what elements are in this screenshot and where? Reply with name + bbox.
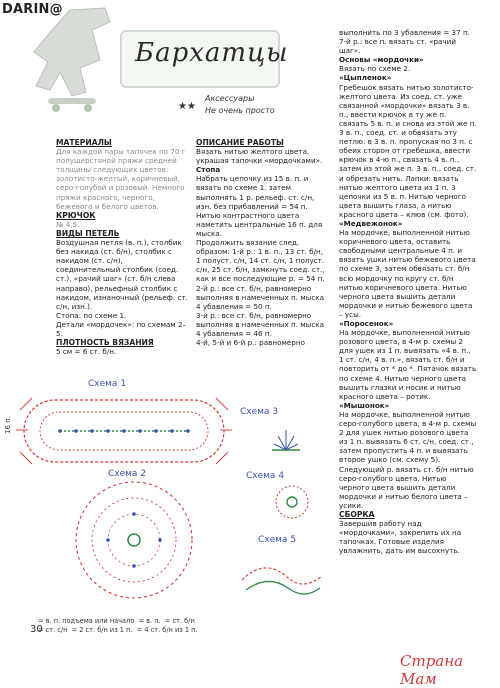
legend-dc: = ст. с/н — [38, 625, 68, 634]
stopa-heading: Стопа — [196, 165, 221, 175]
osn-heading: Основы «мордочки» — [339, 55, 424, 65]
assembly-text: Завершив работу над «мордочками», закрепить их на тапочках. Готовые изделия увлажнить, дать им высохнуть. — [339, 519, 462, 556]
category-label: Аксессуары — [205, 94, 255, 103]
legend-sc: = ст. б/н — [164, 617, 195, 625]
watermark-bottom: Страна Мам — [400, 652, 464, 688]
legend-chain: = в. п. — [138, 617, 161, 625]
hook-text: № 4,5. — [56, 219, 80, 229]
scheme-1-diagram — [16, 398, 232, 464]
hook-heading: КРЮЧОК — [56, 210, 96, 220]
kid-skateboard-illustration — [0, 0, 120, 120]
scheme-1-dimension: 16 п. — [4, 416, 12, 434]
materials-text: Для каждой пары тапочек по 70 г полушерстяной пряжи средней толщины следующих цветов: золотисто-желтый, коричневый, серо-голубой и розовый. Немного пряжи красного, черного, бежевого и белого цветов. — [56, 147, 186, 211]
assembly-heading: СБОРКА — [339, 509, 375, 519]
right-p1: 7-й р.: все п. вязать ст. «рачий шаг». — [339, 37, 456, 56]
density-heading: ПЛОТНОСТЬ ВЯЗАНИЯ — [56, 338, 154, 348]
work-p2: Продолжить вязание след. образом: 1-й р.: 1 в. п., 13 ст. б/н, 1 полуст. с/н, 14 ст. с/н, 1 полуст. с/н, 25 ст. б/н, замкнуть соед. ст., как и все последующие р. = 54 п. 2-й р.: все ст. б/н, равномерно выполняя в намеченных п. мыска 4 убавления = 50 п. — [196, 238, 325, 311]
osn-text: Вязать по схеме 2. — [339, 64, 411, 74]
muzzle-text: Детали «мордочек»: по схемам 2–5. — [56, 319, 187, 338]
materials-heading: МАТЕРИАЛЫ — [56, 138, 112, 147]
scheme-3-label: Схема 3 — [240, 407, 279, 417]
sole-text: Стопа: по схеме 1. — [56, 310, 127, 320]
description-column — [196, 138, 328, 347]
scheme-5-label: Схема 5 — [258, 535, 297, 545]
bear-heading: «Медвежонок» — [339, 218, 403, 228]
legend-start: = в. п. подъема или начало — [38, 617, 135, 625]
materials-column — [56, 138, 188, 356]
right-p0: выполнить по 3 убавления = 37 п. — [339, 28, 470, 37]
page-number: 30 — [30, 624, 43, 635]
chick-heading: «Цыпленок» — [339, 73, 392, 83]
pig-text: На мордочке, выполненной нитью розового цвета, в 4-м р. схемы 2 для ушек из 1 п. вывязать «4 в. п., 1 ст. с/н, 4 в. п.», вязать ст. б/н и повторить от * до *. Пятачок вязать по схеме 4. Нитью черного цвета вышить глазки и носик и нитью красного цвета – ротик. — [339, 328, 477, 401]
scheme-4-diagram — [276, 486, 308, 518]
work-p1: Набрать цепочку из 15 в. п. и вязать по схеме 1. затем выполнять 1 р. рельеф. ст. с/н, изн. без прибавлений = 54 п. Нитью контрастного цвета наметить центральные 16 п. для мыска. — [196, 174, 323, 238]
density-text: 5 см = 6 ст. б/н. — [56, 347, 117, 357]
scheme-5-diagram — [242, 568, 322, 594]
scheme-4-label: Схема 4 — [246, 471, 285, 481]
loops-text: Воздушная петля (в. п.), столбик без накида (ст. б/н), столбик с накидом (ст. с/н), соединительный столбик (соед. ст.), «рачий шаг» (ст. б/н слева направо), рельефный столбик с накидом, изнаночный (рельеф. ст. с/н, изн.). — [56, 238, 188, 311]
bear-text: На мордочке, выполненной нитью коричневого цвета, оставить свободными центральные 4 п. и вязать ушки нитью бежевого цвета по схеме 3, затем обвязать ст. б/н всю мордочку по кругу ст. б/н нитью коричневого цвета. Нитью черного цвета вышить детали мордочки и нитью бежевого цвета – усы. — [339, 228, 476, 319]
legend-4sc: = 4 ст. б/н из 1 п. — [136, 625, 198, 634]
legend-2sc: = 2 ст. б/н из 1 п. — [71, 625, 133, 634]
watermark-top: DARIN@ — [2, 2, 63, 17]
scheme-2-diagram — [76, 482, 192, 598]
pig-heading: «Поросенок» — [339, 319, 394, 328]
loops-heading: ВИДЫ ПЕТЕЛЬ — [56, 228, 120, 238]
work-intro: Вязать нитью желтого цвета, украшая тапочки «мордочками». — [196, 147, 323, 166]
scheme-1-label: Схема 1 — [88, 379, 127, 389]
right-column — [339, 28, 477, 555]
scheme-legend — [38, 617, 328, 634]
work-p3: 3-й р.: все ст. б/н, равномерно выполняя в намеченных п. мыска 4 убавления = 46 п. — [196, 310, 325, 338]
mouse-text: На мордочке, выполненной нитью серо-голубого цвета, в 4-м р. схемы 2 для ушек нитью розового цвета из 1 п. вывязать 6 ст. с/н, соед. ст., затем пропустить 4 п. и вывязать второе ушко (см. схему 5). Следующий р. вязать ст. б/н нитью серо-голубого цвета. Нитью черного цвета вышить детали мордочки и нитью белого цвета – усики. — [339, 409, 477, 510]
difficulty-stars: ★★ — [178, 101, 196, 112]
mouse-heading: «Мышонок» — [339, 400, 390, 410]
chick-text: Гребешок вязать нитью золотисто-желтого цвета. Из соед. ст. уже связанной «мордочки» вязать 3 в. п., ввести крючок в ту же п. связать 5 в. п. и снова из этой же п. 3 в. п., соед. ст. и обвязать эту петлю: в 3 в. п. пропуская по 3 п. с обеих сторон от гребешка, ввести крючок в 4-ю п., связать 4 в. п., затем из этой же п. 3 в. п., соед. ст. и обрезать нить. Лапки: вязать нитью желтого цвета из 1 п. 3 цепочки из 5 в. п. Нитью черного цвета вышить глаза, а нитью красного цвета – клюв (см. фото). — [339, 82, 477, 219]
page-title: Бархатцы — [135, 38, 289, 68]
work-heading: ОПИСАНИЕ РАБОТЫ — [196, 138, 284, 147]
work-p4: 4-й, 5-й и 6-й р.: равномерно — [196, 338, 305, 348]
scheme-3-diagram — [272, 430, 300, 450]
difficulty-label: Не очень просто — [205, 106, 275, 115]
scheme-2-label: Схема 2 — [108, 469, 147, 479]
